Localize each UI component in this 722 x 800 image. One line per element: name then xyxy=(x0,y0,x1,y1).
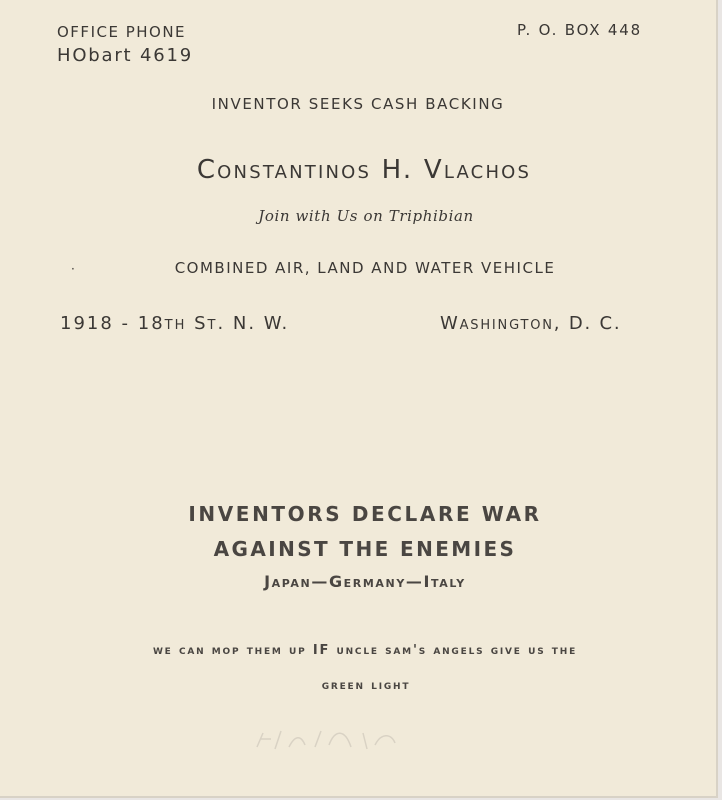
enemy-countries: Japan—Germany—Italy xyxy=(264,572,466,591)
street-address: 1918 - 18th St. N. W. xyxy=(60,313,290,334)
declare-line-1: INVENTORS DECLARE WAR xyxy=(188,502,542,526)
office-phone-label: OFFICE PHONE xyxy=(57,23,187,41)
mop-up-line-1: we can mop them up IF uncle sam's angels give us the xyxy=(152,643,578,658)
po-box: P. O. BOX 448 xyxy=(517,21,642,39)
ink-speck: · xyxy=(71,262,75,276)
headline: INVENTOR SEEKS CASH BACKING xyxy=(211,95,505,113)
declare-line-2: AGAINST THE ENEMIES xyxy=(213,537,517,561)
inventor-name: Constantinos H. Vlachos xyxy=(196,155,532,185)
tagline: Join with Us on Triphibian xyxy=(258,207,474,225)
faint-pencil-mark xyxy=(255,725,405,755)
vehicle-description: COMBINED AIR, LAND AND WATER VEHICLE xyxy=(174,259,556,277)
office-phone-number: HObart 4619 xyxy=(57,45,193,66)
mop-up-line-2: green light xyxy=(321,678,411,693)
city: Washington, D. C. xyxy=(440,313,622,334)
